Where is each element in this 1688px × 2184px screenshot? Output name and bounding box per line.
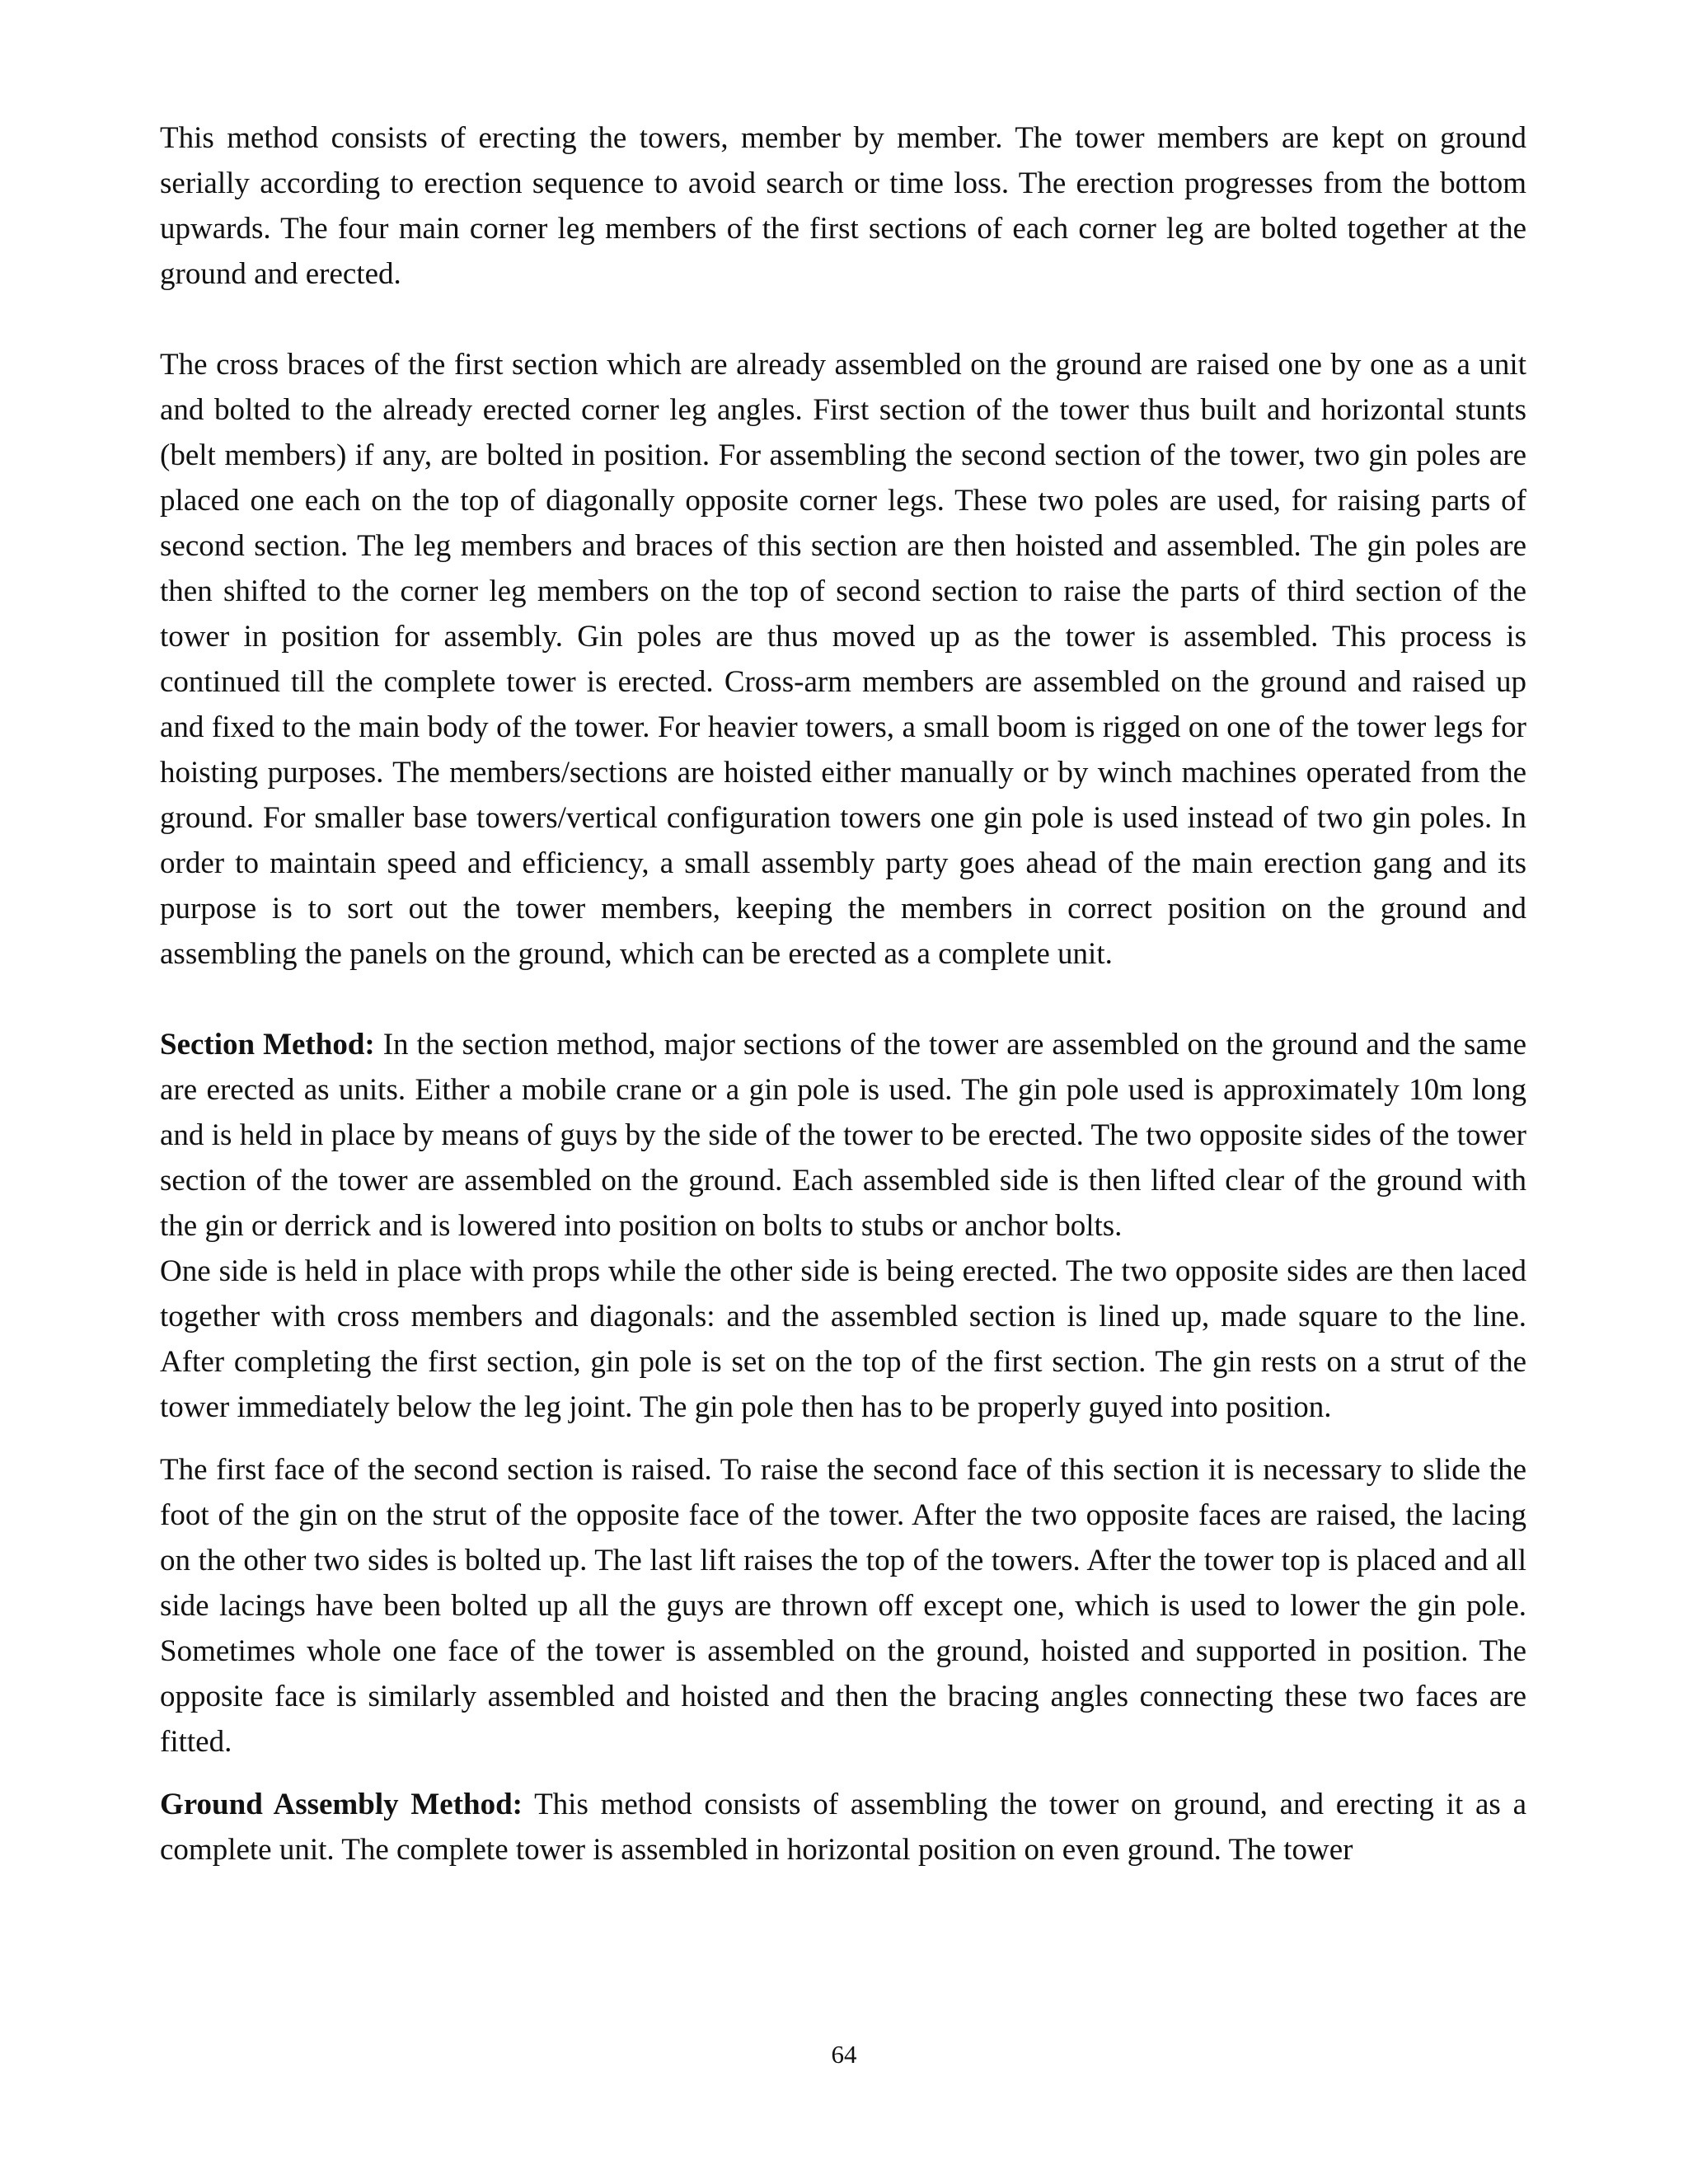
ground-assembly-method-term: Ground Assembly Method: xyxy=(160,1788,523,1821)
paragraph-member-by-member: This method consists of erecting the towers, member by member. The tower members are kept on ground serially according to erection sequence to avoid search or time loss. The erection progresses from the bottom upwards. The four main corner leg members of the first sections of each corner leg are bolted together at the ground and erected. xyxy=(160,121,1526,291)
paragraph-cross-braces: The cross braces of the first section which are already assembled on the ground are raised one by one as a unit and bolted to the already erected corner leg angles. First section of the tower thus built and horizontal stunts (belt members) if any, are bolted in position. For assembling the second section of the tower, two gin poles are placed one each on the top of diagonally opposite corner legs. These two poles are used, for raising parts of second section. The leg members and braces of this section are then hoisted and assembled. The gin poles are then shifted to the corner leg members on the top of second section to raise the parts of third section of the tower in position for assembly. Gin poles are thus moved up as the tower is assembled. This process is continued till the complete tower is erected. Cross-arm members are assembled on the ground and raised up and fixed to the main body of the tower. For heavier towers, a small boom is rigged on one of the tower legs for hoisting purposes. The members/sections are hoisted either manually or by winch machines operated from the ground. For smaller base towers/vertical configuration towers one gin pole is used instead of two gin poles. In order to maintain speed and efficiency, a small assembly party goes ahead of the main erection gang and its purpose is to sort out the tower members, keeping the members in correct position on the ground and assembling the panels on the ground, which can be erected as a complete unit. xyxy=(160,348,1526,971)
body-text xyxy=(160,115,1526,1872)
section-method-text: In the section method, major sections of the tower are assembled on the ground and the same are erected as units. Either a mobile crane or a gin pole is used. The gin pole used is approximately 10m long and is held in place by means of guys by the side of the tower to be erected. The two opposite sides of the tower section of the tower are assembled on the ground. Each assembled side is then lifted clear of the ground with the gin or derrick and is lowered into position on bolts to stubs or anchor bolts. xyxy=(160,1028,1526,1243)
ground-assembly-method-text: This method consists of assembling the tower on ground, and erecting it as a complete unit. The complete tower is assembled in horizontal position on even ground. The tower xyxy=(160,1788,1526,1867)
paragraph-section-method xyxy=(160,1022,1526,1249)
page-number: 64 xyxy=(831,2040,857,2069)
paragraph-ground-assembly-method xyxy=(160,1782,1526,1872)
section-method-term: Section Method: xyxy=(160,1028,375,1062)
paragraph-one-side-props: One side is held in place with props while the other side is being erected. The two opposite sides are then laced together with cross members and diagonals: and the assembled section is lined up, made square to the line. After completing the first section, gin pole is set on the top of the first section. The gin rests on a strut of the tower immediately below the leg joint. The gin pole then has to be properly guyed into position. xyxy=(160,1254,1526,1424)
paragraph-first-face: The first face of the second section is raised. To raise the second face of this section it is necessary to slide the foot of the gin on the strut of the opposite face of the tower. After the two opposite faces are raised, the lacing on the other two sides is bolted up. The last lift raises the top of the towers. After the tower top is placed and all side lacings have been bolted up all the guys are thrown off except one, which is used to lower the gin pole. Sometimes whole one face of the tower is assembled on the ground, hoisted and supported in position. The opposite face is similarly assembled and hoisted and then the bracing angles connecting these two faces are fitted. xyxy=(160,1453,1526,1759)
